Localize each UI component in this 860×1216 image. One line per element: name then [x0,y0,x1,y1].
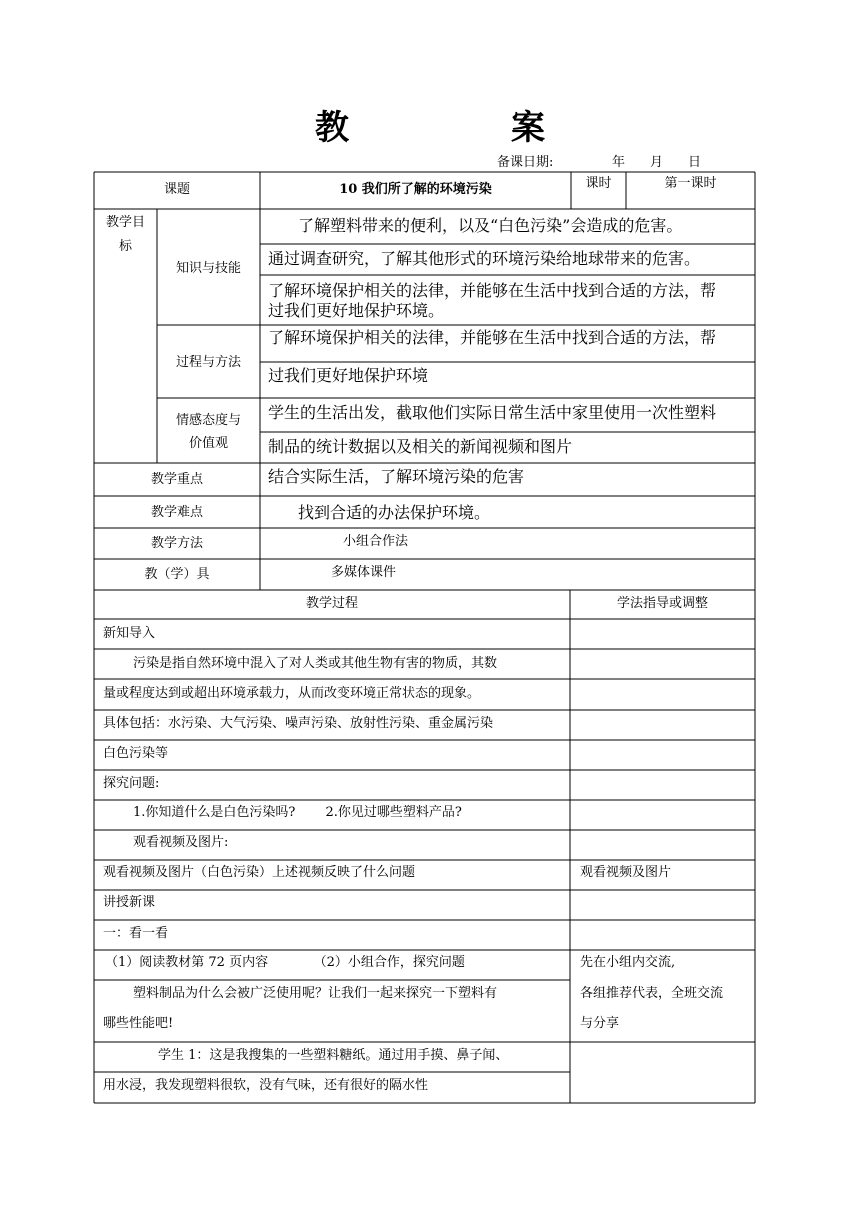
process-row-watch-video: 观看视频及图片: [133,835,229,850]
aids-label: 教（学）具 [144,567,210,582]
knowledge-row-2: 通过调查研究，了解其他形式的环境污染给地球带来的危害。 [268,249,701,268]
attitude-row-1: 学生的生活出发，截取他们实际日常生活中家里使用一次性塑料 [268,403,717,422]
period-label: 课时 [585,176,612,191]
knowledge-row-1: 了解塑料带来的便利，以及“白色污染”会造成的危害。 [298,216,683,235]
process-row-look: 一：看一看 [103,926,169,941]
methods-value: 小组合作法 [343,534,409,549]
document-title: 教 案 [315,108,609,148]
process-row-student1-1: 学生 1：这是我搜集的一些塑料糖纸。通过用手摸、鼻子闻、 [158,1048,509,1063]
attitude-values-label-line1: 情感态度与 [175,413,241,428]
process-row-2: 过我们更好地保护环境 [268,366,429,385]
key-points-value: 结合实际生活，了解环境污染的危害 [268,467,525,486]
prep-date-day: 日 [688,155,702,170]
prep-date-label: 备课日期: [497,155,554,170]
process-row-inquiry: 探究问题: [103,776,160,791]
prep-date-month: 月 [650,155,664,170]
attitude-values-label-line2: 价值观 [188,436,228,451]
process-row-intro: 新知导入 [103,626,156,641]
guidance-watch-video: 观看视频及图片 [580,865,672,880]
objectives-label-line1: 教学目 [105,215,145,230]
knowledge-skills-label: 知识与技能 [175,261,241,276]
teaching-process-header: 教学过程 [305,596,358,611]
topic-label: 课题 [163,182,190,197]
process-row-new-lesson: 讲授新课 [103,895,156,910]
guidance-share: 与分享 [580,1016,620,1031]
aids-value: 多媒体课件 [331,565,397,580]
difficulties-value: 找到合适的办法保护环境。 [298,503,491,522]
process-row-student1-2: 用水浸，我发现塑料很软，没有气味，还有很好的隔水性 [103,1078,429,1093]
key-points-label: 教学重点 [150,472,203,487]
process-row-pollution-def-2: 量或程度达到或超出环境承载力，从而改变环境正常状态的现象。 [103,686,481,701]
knowledge-row-3b: 过我们更好地保护环境。 [268,301,445,320]
guidance-group-exchange: 先在小组内交流, [580,955,676,970]
process-row-plastics-question-1: 塑料制品为什么会被广泛使用呢？让我们一起来探究一下塑料有 [133,986,498,1001]
topic-value: 10 我们所了解的环境污染 [339,182,492,197]
process-methods-label: 过程与方法 [175,355,241,370]
guidance-group-representatives: 各组推荐代表，全班交流 [580,986,724,1001]
process-row-pollution-def-1: 污染是指自然环境中混入了对人类或其他生物有害的物质，其数 [133,656,498,671]
process-row-read-textbook: （1）阅读教材第 72 页内容 （2）小组合作，探究问题 [105,955,465,970]
guidance-header: 学法指导或调整 [616,596,708,611]
period-value: 第一课时 [664,176,717,191]
methods-label: 教学方法 [150,536,203,551]
difficulties-label: 教学难点 [150,505,203,520]
process-row-plastics-question-2: 哪些性能吧! [103,1016,174,1031]
prep-date-year: 年 [612,155,626,170]
objectives-label-line2: 标 [118,239,132,254]
process-row-video-question: 观看视频及图片（白色污染）上述视频反映了什么问题 [103,865,416,880]
knowledge-row-3a: 了解环境保护相关的法律，并能够在生活中找到合适的方法，帮 [268,281,717,300]
process-row-1: 了解环境保护相关的法律，并能够在生活中找到合适的方法，帮 [268,328,717,347]
process-row-pollution-types-1: 具体包括：水污染、大气污染、噪声污染、放射性污染、重金属污染 [103,716,494,731]
process-row-questions: 1.你知道什么是白色污染吗? 2.你见过哪些塑料产品? [133,805,462,820]
process-row-pollution-types-2: 白色污染等 [103,746,169,761]
attitude-row-2: 制品的统计数据以及相关的新闻视频和图片 [268,437,573,456]
